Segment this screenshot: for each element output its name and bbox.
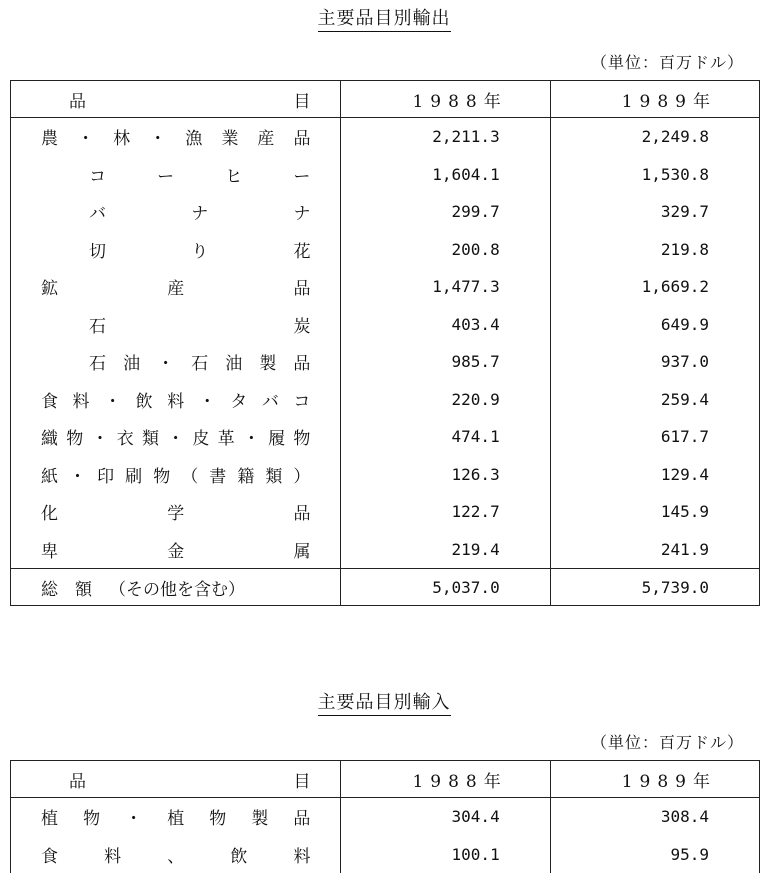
table-row xyxy=(11,493,760,531)
row-label xyxy=(11,418,341,456)
import-table xyxy=(10,760,760,873)
header-1989: 1989年 xyxy=(550,761,759,798)
value-1989: 1,530.8 xyxy=(550,156,759,194)
row-label xyxy=(11,193,341,231)
row-label-text: 切 り 花 xyxy=(89,241,311,262)
row-label-text: 食 料 、 飲 料 xyxy=(41,846,311,867)
value-1988: 299.7 xyxy=(341,193,550,231)
total-1989: 5,739.0 xyxy=(550,569,759,606)
row-label-text: 食 料 ・ 飲 料 ・ タ バ コ xyxy=(41,391,311,412)
value-1989: 617.7 xyxy=(550,418,759,456)
row-label xyxy=(11,156,341,194)
value-1988: 126.3 xyxy=(341,456,550,494)
export-table-header xyxy=(11,81,760,118)
export-unit-label: （単位：百万ドル） xyxy=(590,53,744,72)
table-row xyxy=(11,456,760,494)
table-row xyxy=(11,381,760,419)
value-1989: 937.0 xyxy=(550,343,759,381)
row-label-text: 鉱 産 品 xyxy=(41,279,311,300)
table-row xyxy=(11,343,760,381)
total-label: 総 額 （ そ の 他 を 含 む ） xyxy=(11,569,341,606)
value-1989: 1,669.2 xyxy=(550,268,759,306)
value-1989: 241.9 xyxy=(550,531,759,569)
row-label-text: 化 学 品 xyxy=(41,504,311,525)
row-label-text: 石 炭 xyxy=(89,316,311,337)
row-label xyxy=(11,268,341,306)
value-1988: 219.4 xyxy=(341,531,550,569)
table-row xyxy=(11,531,760,569)
import-title: 主要品目別輸入 xyxy=(0,688,768,714)
row-label-text: 織 物 ・ 衣 類 ・ 皮 革 ・ 履 物 xyxy=(41,429,311,450)
import-unit-label: （単位：百万ドル） xyxy=(590,733,744,752)
value-1989: 219.8 xyxy=(550,231,759,269)
value-1989: 2,249.8 xyxy=(550,118,759,156)
row-label xyxy=(11,306,341,344)
table-row xyxy=(11,306,760,344)
value-1989: 649.9 xyxy=(550,306,759,344)
value-1989: 145.9 xyxy=(550,493,759,531)
value-1988: 1,477.3 xyxy=(341,268,550,306)
row-label xyxy=(11,456,341,494)
table-row xyxy=(11,798,760,836)
header-item: 品 目 xyxy=(11,81,341,118)
export-total-row xyxy=(11,569,760,606)
value-1988: 200.8 xyxy=(341,231,550,269)
value-1989: 329.7 xyxy=(550,193,759,231)
value-1988: 220.9 xyxy=(341,381,550,419)
row-label xyxy=(11,836,341,874)
table-row xyxy=(11,231,760,269)
import-table-header xyxy=(11,761,760,798)
row-label xyxy=(11,493,341,531)
row-label xyxy=(11,231,341,269)
value-1988: 985.7 xyxy=(341,343,550,381)
header-1988: 1988年 xyxy=(341,761,550,798)
header-item: 品 目 xyxy=(11,761,341,798)
row-label-text: 紙 ・ 印 刷 物 （ 書 籍 類 ） xyxy=(41,466,311,487)
header-1989: 1989年 xyxy=(550,81,759,118)
value-1988: 122.7 xyxy=(341,493,550,531)
value-1988: 403.4 xyxy=(341,306,550,344)
value-1988: 100.1 xyxy=(341,836,550,874)
row-label-text: バ ナ ナ xyxy=(89,204,311,225)
table-row xyxy=(11,118,760,156)
value-1988: 1,604.1 xyxy=(341,156,550,194)
row-label-text: 農 ・ 林 ・ 漁 業 産 品 xyxy=(41,129,311,150)
value-1989: 308.4 xyxy=(550,798,759,836)
row-label-text: 植 物 ・ 植 物 製 品 xyxy=(41,809,311,830)
value-1988: 2,211.3 xyxy=(341,118,550,156)
row-label xyxy=(11,118,341,156)
value-1988: 474.1 xyxy=(341,418,550,456)
table-row xyxy=(11,193,760,231)
table-row xyxy=(11,418,760,456)
row-label xyxy=(11,343,341,381)
table-row xyxy=(11,836,760,874)
row-label xyxy=(11,381,341,419)
export-title: 主要品目別輸出 xyxy=(0,4,768,30)
table-row xyxy=(11,156,760,194)
table-row xyxy=(11,268,760,306)
row-label-text: 石 油 ・ 石 油 製 品 xyxy=(89,354,311,375)
value-1988: 304.4 xyxy=(341,798,550,836)
row-label-text: コ ー ヒ ー xyxy=(89,166,311,187)
value-1989: 95.9 xyxy=(550,836,759,874)
export-table xyxy=(10,80,760,606)
row-label xyxy=(11,531,341,569)
value-1989: 259.4 xyxy=(550,381,759,419)
header-1988: 1988年 xyxy=(341,81,550,118)
value-1989: 129.4 xyxy=(550,456,759,494)
total-1988: 5,037.0 xyxy=(341,569,550,606)
row-label xyxy=(11,798,341,836)
row-label-text: 卑 金 属 xyxy=(41,541,311,562)
